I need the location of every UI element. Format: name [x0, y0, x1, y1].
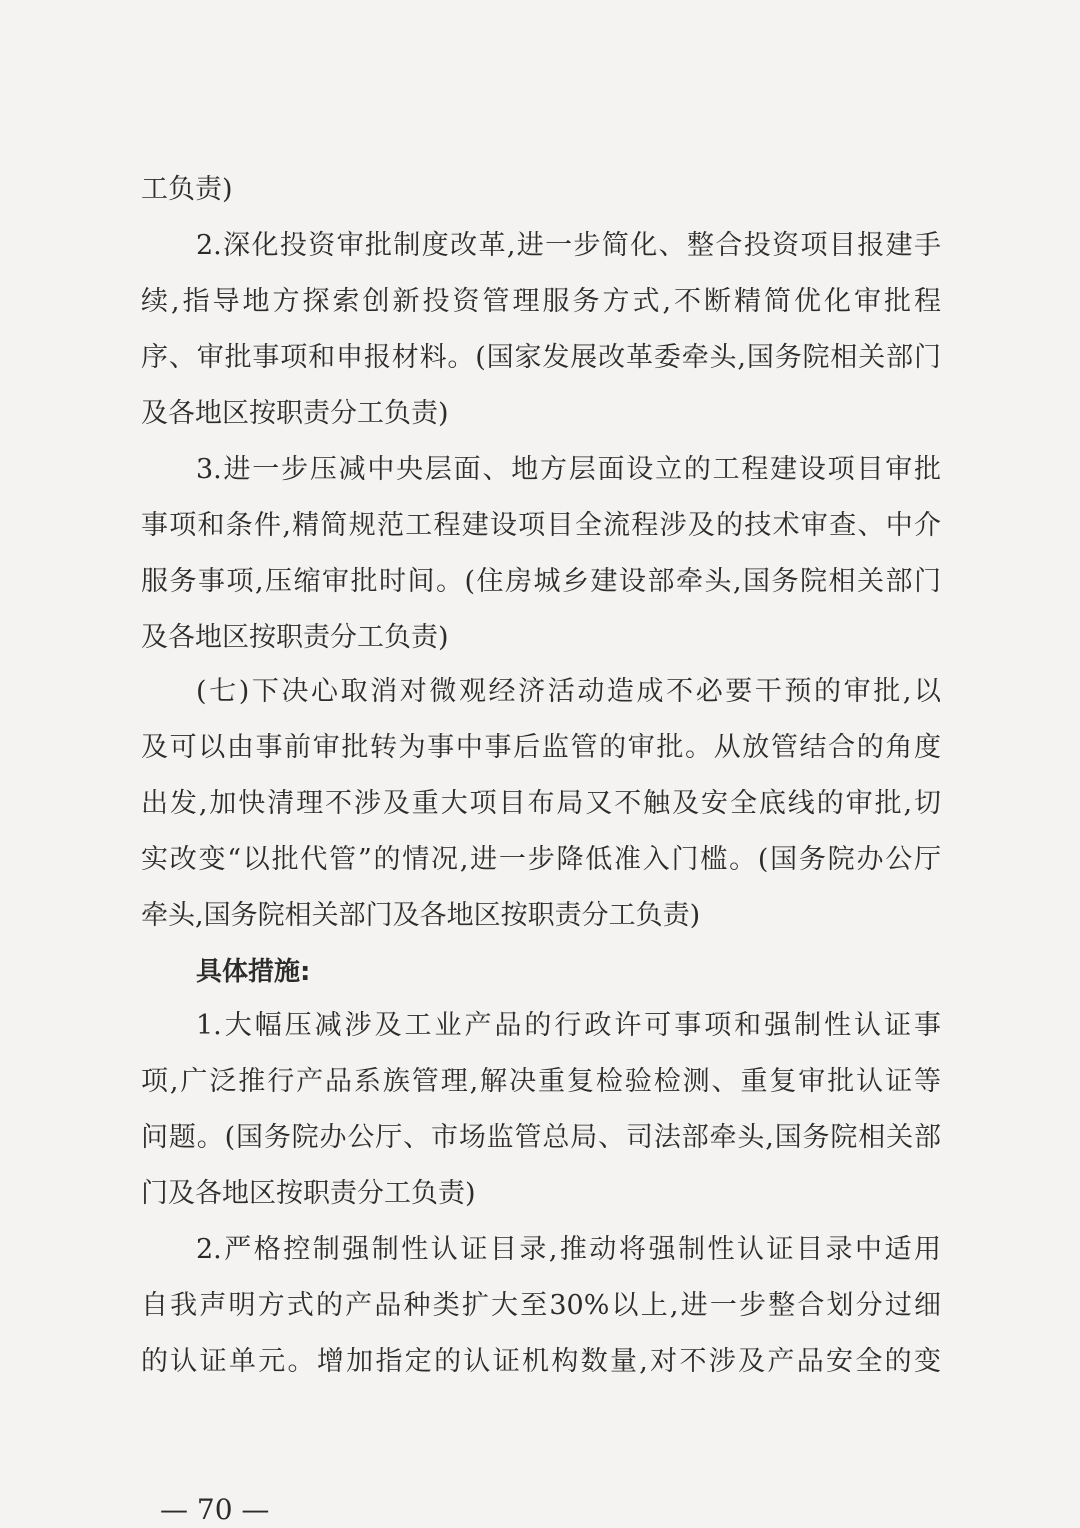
- text-line: 2.深化投资审批制度改革,进一步简化、整合投资项目报建手: [196, 230, 941, 261]
- text-line: 及各地区按职责分工负责): [141, 398, 449, 429]
- text-line: 问题。(国务院办公厅、市场监管总局、司法部牵头,国务院相关部: [141, 1122, 941, 1153]
- text-line: 序、审批事项和申报材料。(国家发展改革委牵头,国务院相关部门: [141, 342, 941, 373]
- text-line: 2.严格控制强制性认证目录,推动将强制性认证目录中适用: [196, 1234, 941, 1265]
- text-line: 门及各地区按职责分工负责): [141, 1178, 476, 1209]
- text-line: 续,指导地方探索创新投资管理服务方式,不断精简优化审批程: [141, 286, 941, 317]
- text-line: 工负责): [141, 174, 233, 205]
- text-line: 及各地区按职责分工负责): [141, 622, 449, 653]
- text-line: 服务事项,压缩审批时间。(住房城乡建设部牵头,国务院相关部门: [141, 566, 941, 597]
- text-line: 及可以由事前审批转为事中事后监管的审批。从放管结合的角度: [141, 732, 941, 763]
- text-line: 实改变“以批代管”的情况,进一步降低准入门槛。(国务院办公厅: [141, 844, 941, 875]
- section-heading: 具体措施:: [196, 957, 311, 987]
- text-line: (七)下决心取消对微观经济活动造成不必要干预的审批,以: [196, 676, 941, 707]
- text-line: 自我声明方式的产品种类扩大至30%以上,进一步整合划分过细: [141, 1290, 941, 1321]
- text-line: 事项和条件,精简规范工程建设项目全流程涉及的技术审查、中介: [141, 510, 941, 541]
- text-line: 3.进一步压减中央层面、地方层面设立的工程建设项目审批: [196, 454, 941, 485]
- text-line: 牵头,国务院相关部门及各地区按职责分工负责): [141, 900, 701, 931]
- text-line: 的认证单元。增加指定的认证机构数量,对不涉及产品安全的变: [141, 1346, 941, 1377]
- text-line: 出发,加快清理不涉及重大项目布局又不触及安全底线的审批,切: [141, 788, 941, 819]
- text-line: 1.大幅压减涉及工业产品的行政许可事项和强制性认证事: [196, 1010, 941, 1041]
- page-number: — 70 —: [160, 1493, 270, 1526]
- text-line: 项,广泛推行产品系族管理,解决重复检验检测、重复审批认证等: [141, 1066, 941, 1097]
